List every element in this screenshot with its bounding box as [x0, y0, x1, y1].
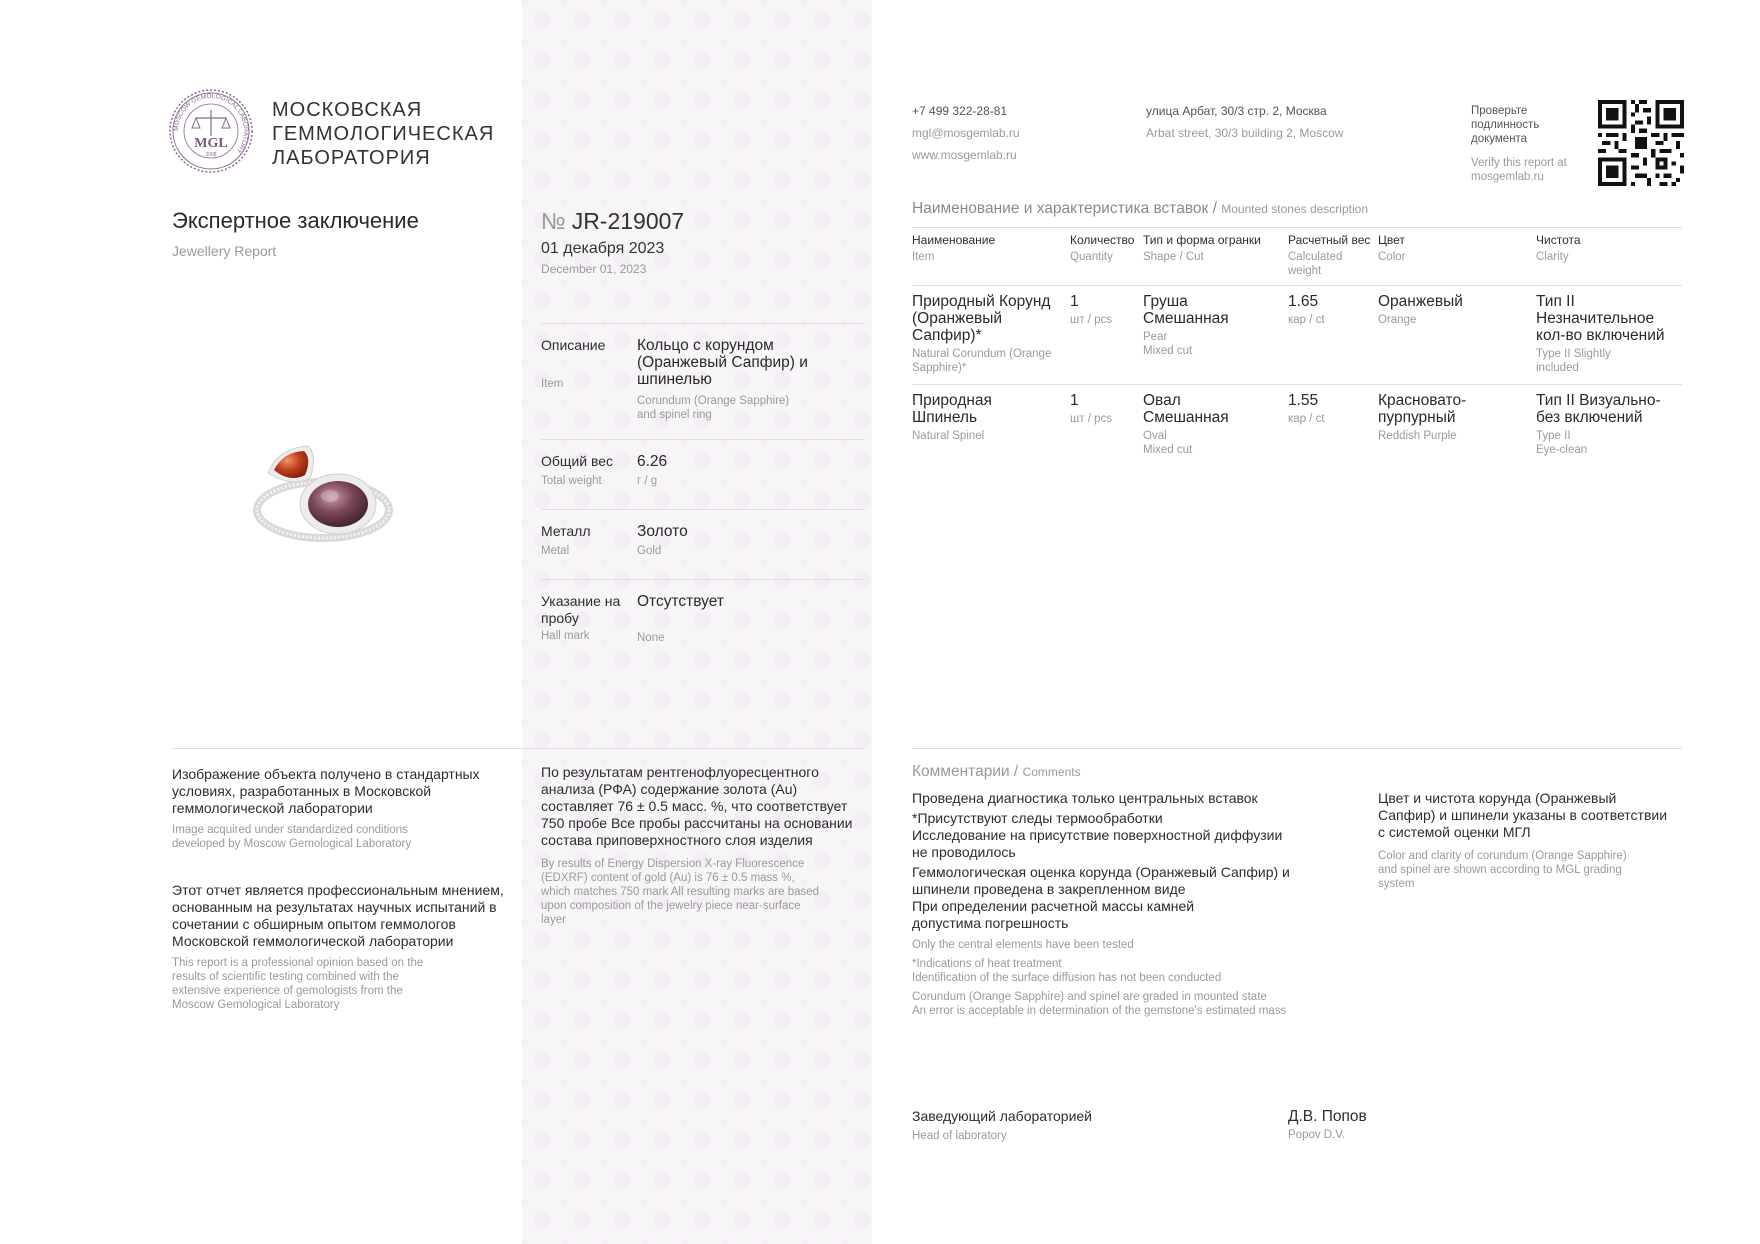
seal-abbr: MGL: [194, 136, 228, 151]
website-link[interactable]: www.mosgemlab.ru: [912, 148, 1017, 162]
cell-weight: 1.55 кар / ct: [1288, 392, 1325, 425]
seal-year: 2008: [205, 152, 217, 158]
cell-quantity: 1 шт / pcs: [1070, 293, 1112, 326]
ring-photo: [238, 428, 408, 558]
prop-metal-value: Золото Gold: [637, 523, 688, 557]
verify-block: Проверьте подлинность документа Verify this report at mosgemlab.ru: [1471, 105, 1567, 183]
report-date-en: December 01, 2023: [541, 262, 647, 276]
grading-note: Цвет и чистота корунда (Оранжевый Сапфир) и шпинели указаны в соответствии с системой оценки МГЛ Color and clarity of corundum (Orange Sapphire) and spinel are shown according to MGL grading system: [1378, 790, 1668, 890]
cell-clarity: Тип II Визуально-без включений Type II Eye-clean: [1536, 392, 1661, 456]
email-link[interactable]: mgl@mosgemlab.ru: [912, 126, 1020, 140]
th-quantity: Количество Quantity: [1070, 233, 1135, 263]
signature-position: Заведующий лабораторией Head of laboratory: [912, 1108, 1092, 1142]
cell-clarity: Тип II Незначительное кол-во включений Type II Slightly included: [1536, 293, 1665, 374]
cell-item: Природная Шпинель Natural Spinel: [912, 392, 992, 442]
report-title-en: Jewellery Report: [172, 243, 277, 259]
cell-quantity: 1 шт / pcs: [1070, 392, 1112, 425]
image-note: Изображение объекта получено в стандартных условиях, разработанных в Московской геммологической лаборатории Image acquired under standardized conditions developed by Moscow Gemological Laboratory: [172, 766, 480, 850]
comments-ru: Проведена диагностика только центральных вставок *Присутствуют следы термообработки Исследование на присутствие поверхностной диффузии не проводилось Геммологическая оценка корунда (Оранжевый Сапфир) и шпинели проведена в закрепленном виде При определении расчетной массы камней допустима погрешность: [912, 790, 1290, 931]
prop-metal-label: Металл Metal: [541, 523, 591, 557]
th-weight: Расчетный вес Calculated weight: [1288, 233, 1371, 277]
cell-shape: Груша Смешанная Pear Mixed cut: [1143, 293, 1229, 357]
report-date: 01 декабря 2023: [541, 240, 665, 257]
cell-item: Природный Корунд (Оранжевый Сапфир)* Natural Corundum (Orange Sapphire)*: [912, 293, 1052, 374]
report-number: № JR-219007: [541, 208, 685, 234]
qr-code[interactable]: [1598, 100, 1684, 186]
prop-weight-value: 6.26 г / g: [637, 453, 668, 487]
th-shape: Тип и форма огранки Shape / Cut: [1143, 233, 1261, 263]
th-clarity: Чистота Clarity: [1536, 233, 1581, 263]
cell-shape: Овал Смешанная Oval Mixed cut: [1143, 392, 1229, 456]
cell-color: Красновато-пурпурный Reddish Purple: [1378, 392, 1467, 442]
comments-heading: Комментарии / Comments: [912, 763, 1081, 780]
phone: +7 499 322-28-81: [912, 104, 1008, 118]
prop-hallmark-value: Отсутствует None: [637, 593, 724, 644]
mgl-seal-logo: [168, 88, 254, 174]
opinion-note: Этот отчет является профессиональным мнением, основанным на результатах научных испытаний в сочетании с обширным опытом геммологов Московской геммологической лаборатории This report is a professional opinion based on the results of scientific testing combined with the extensive experience of gemologists from the Moscow Gemological Laboratory: [172, 882, 504, 1011]
signature-name: Д.В. Попов Popov D.V.: [1288, 1108, 1367, 1141]
prop-hallmark-label: Указание на пробу Hall mark: [541, 593, 621, 642]
address-block: улица Арбат, 30/3 стр. 2, Москва Arbat street, 30/3 building 2, Moscow: [1146, 104, 1344, 140]
comments-en: Only the central elements have been tested *Indications of heat treatment Identification of the surface diffusion has not been conducted Corundum (Orange Sapphire) and spinel are graded in mounted state An error is acceptable in determination of the gemstone's estimated mass: [912, 939, 1287, 1017]
th-color: Цвет Color: [1378, 233, 1406, 263]
seal-ring-text: MOSCOW GEMOLOGICAL LABORATORY: [172, 92, 250, 155]
lab-name: МОСКОВСКАЯ ГЕММОЛОГИЧЕСКАЯ ЛАБОРАТОРИЯ: [272, 99, 495, 169]
stones-heading: Наименование и характеристика вставок / Mounted stones description: [912, 200, 1368, 217]
prop-description-value: Кольцо с корундом (Оранжевый Сапфир) и шпинелью Corundum (Orange Sapphire) and spinel ring: [637, 337, 808, 421]
contacts-block: [912, 100, 1020, 166]
cell-color: Оранжевый Orange: [1378, 293, 1463, 326]
report-title: Экспертное заключение: [172, 208, 419, 233]
prop-weight-label: Общий вес Total weight: [541, 453, 614, 487]
xrf-note: По результатам рентгенофлуоресцентного анализа (РФА) содержание золота (Au) составляет 76 ± 0.5 масс. %, что соответствует 750 пробе Все пробы рассчитаны на основании состава приповерхностного слоя изделия By results of Energy Dispersion X-ray Fluorescence (EDXRF) content of gold (Au) is 76 ± 0.5 mass %, which matches 750 mark All resulting marks are based upon composition of the jewelry piece near-surface layer: [541, 764, 853, 926]
cell-weight: 1.65 кар / ct: [1288, 293, 1325, 326]
prop-description-label: Описание Item: [541, 337, 606, 390]
th-item: Наименование Item: [912, 233, 996, 263]
